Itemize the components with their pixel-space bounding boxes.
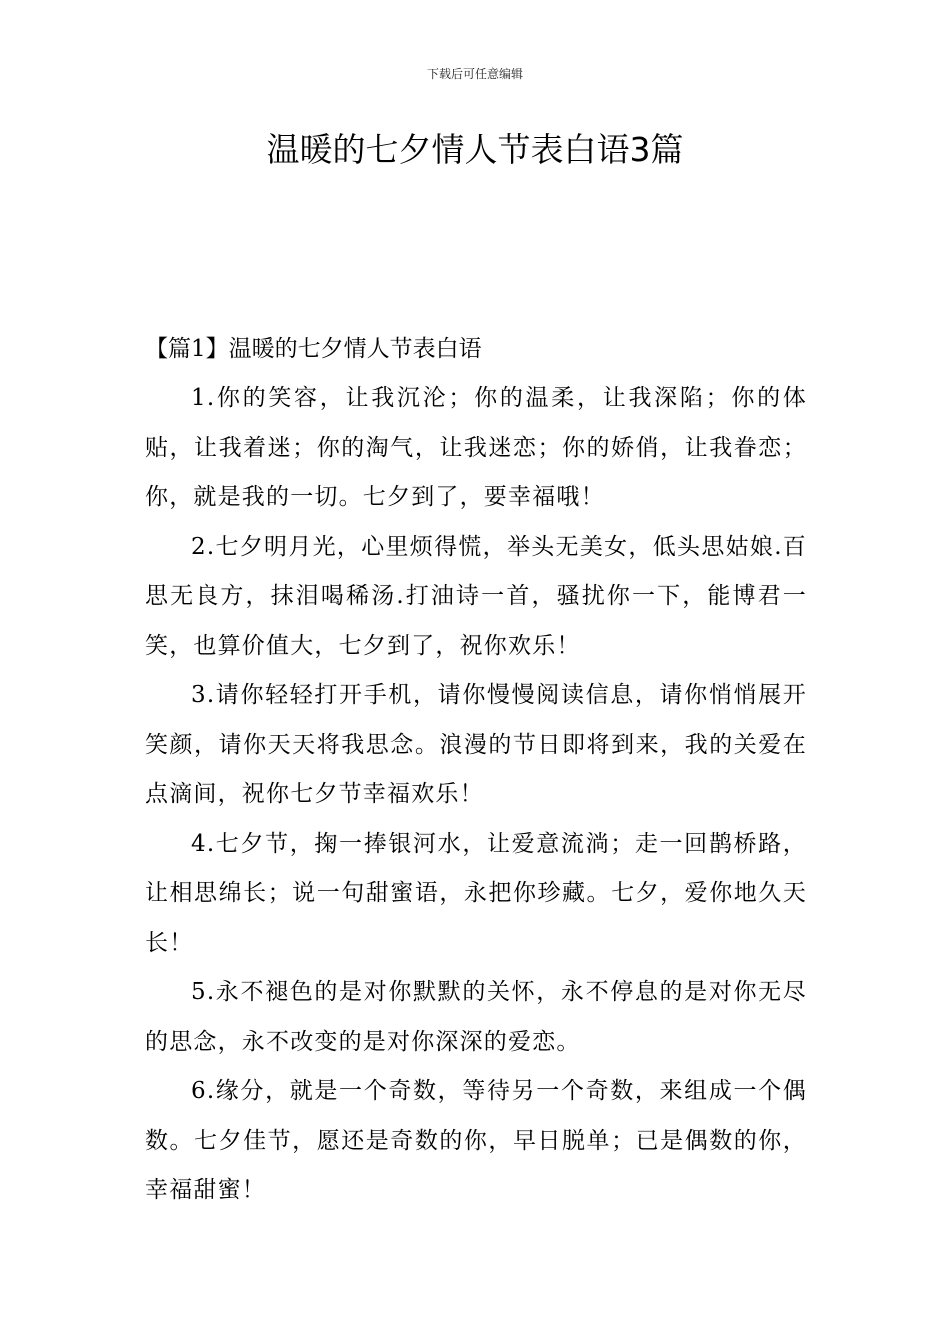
list-item: 4.七夕节，掬一捧银河水，让爱意流淌；走一回鹊桥路，让相思绵长；说一句甜蜜语，永把你珍藏。七夕，爱你地久天长！ [145,830,807,956]
section-content [145,374,807,1216]
list-item: 6.缘分，就是一个奇数，等待另一个奇数，来组成一个偶数。七夕佳节，愿还是奇数的你，早日脱单；已是偶数的你，幸福甜蜜！ [145,1078,807,1203]
header-note: 下载后可任意编辑 [426,67,523,81]
document-title: 温暖的七夕情人节表白语3篇 [266,130,684,169]
list-item: 5.永不褪色的是对你默默的关怀，永不停息的是对你无尽的思念，永不改变的是对你深深的爱恋。 [145,979,807,1055]
section-heading: 【篇1】温暖的七夕情人节表白语 [145,336,482,362]
list-item: 3.请你轻轻打开手机，请你慢慢阅读信息，请你悄悄展开笑颜，请你天天将我思念。浪漫的节日即将到来，我的关爱在点滴间，祝你七夕节幸福欢乐！ [145,682,807,807]
list-item: 2.七夕明月光，心里烦得慌，举头无美女，低头思姑娘.百思无良方，抹泪喝稀汤.打油诗一首，骚扰你一下，能博君一笑，也算价值大，七夕到了，祝你欢乐！ [145,533,807,659]
list-item: 1.你的笑容，让我沉沦；你的温柔，让我深陷；你的体贴，让我着迷；你的淘气，让我迷恋；你的娇俏，让我眷恋；你，就是我的一切。七夕到了，要幸福哦！ [145,385,807,510]
